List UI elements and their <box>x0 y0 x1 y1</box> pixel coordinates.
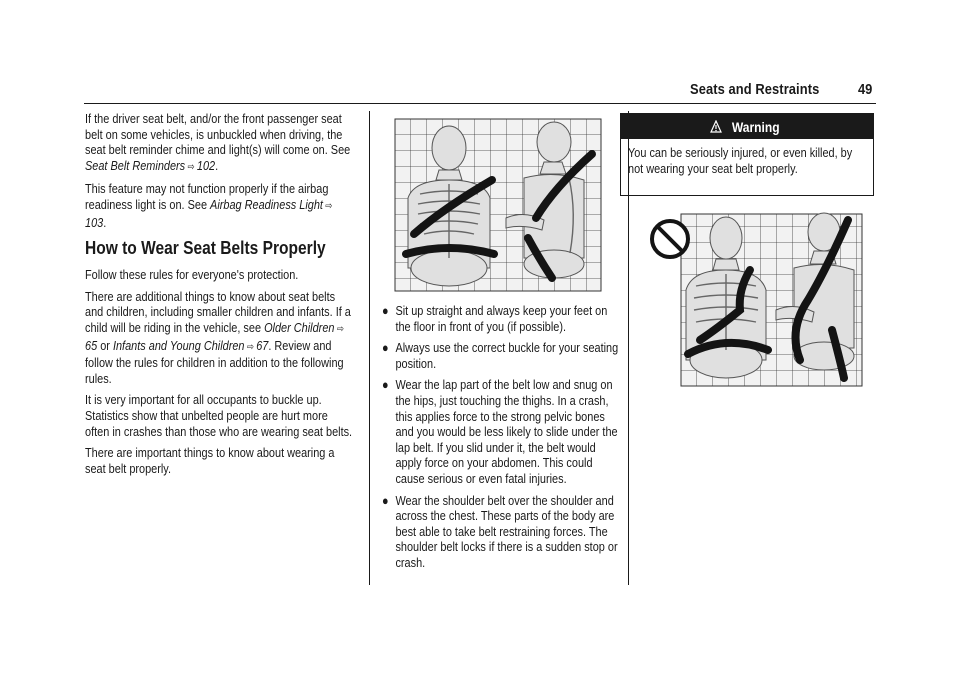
section-heading: How to Wear Seat Belts Properly <box>85 237 326 259</box>
link-older-children[interactable]: Older Children <box>264 319 335 335</box>
list-item: ● Wear the shoulder belt over the shoulder and across the chest. These parts of the body are best able to take belt restraining forces. The shoulder belt locks if there is a sudden stop or crash. <box>382 492 618 570</box>
link-airbag-readiness-light[interactable]: Airbag Readiness Light <box>210 196 323 212</box>
paragraph-important: There are important things to know about wearing a seat belt properly. <box>85 445 335 476</box>
list-item: ● Always use the correct buckle for your seating position. <box>382 340 619 371</box>
paragraph-airbag: This feature may not function properly if the airbag readiness light is on. See Airbag Readiness Light ⇨ 103. <box>85 181 333 230</box>
header-rule <box>84 103 876 104</box>
section-title: Seats and Restraints <box>690 81 820 98</box>
list-item: ● Wear the lap part of the belt low and snug on the hips, just touching the thighs. In a crash, this applies force to the strong pelvic bones and you would be less likely to slide under the lap belt. If you slid under it, the belt would apply force on your abdomen. This could cause serious or even fatal injuries. <box>382 377 618 486</box>
warning-triangle-icon <box>710 120 722 134</box>
column-1 <box>85 111 352 482</box>
paragraph-follow-rules: Follow these rules for everyone's protection. <box>85 267 299 283</box>
incorrect-seat-belt-illustration <box>648 210 863 387</box>
paragraph-reminder: If the driver seat belt, and/or the front passenger seat belt on some vehicles, is unbuckled when driving, the seat belt reminder chime and light(s) will come on. See Seat Belt Reminders ⇨ 102. <box>85 111 351 173</box>
no-symbol-icon <box>652 221 688 257</box>
link-seat-belt-reminders[interactable]: Seat Belt Reminders <box>85 157 186 173</box>
page-number: 49 <box>858 81 873 98</box>
warning-box <box>620 113 874 196</box>
column-divider-left <box>369 111 370 585</box>
warning-text: You can be seriously injured, or even killed, by not wearing your seat belt properly. <box>628 145 853 176</box>
column-2 <box>382 303 622 577</box>
correct-seat-belt-illustration <box>394 118 602 292</box>
page-ref-103[interactable]: 103 <box>85 214 104 230</box>
rules-list <box>382 303 622 571</box>
paragraph-children: There are additional things to know about seat belts and children, including smaller children and infants. If a child will be riding in the vehicle, see Older Children ⇨ 65 or Infants and Young Children ⇨ 67. Review and follow the rules for children in addition to the following rules. <box>85 288 351 386</box>
page-ref-67[interactable]: 67 <box>256 337 269 353</box>
page-ref-65[interactable]: 65 <box>85 337 98 353</box>
paragraph-statistics: It is very important for all occupants to buckle up. Statistics show that unbelted people are hurt more often in crashes than those who are wearing seat belts. <box>85 392 353 439</box>
list-item: ● Sit up straight and always keep your feet on the floor in front of you (if possible). <box>382 303 608 334</box>
warning-header <box>621 114 873 139</box>
warning-title: Warning <box>732 118 780 135</box>
link-infants-young-children[interactable]: Infants and Young Children <box>112 337 245 353</box>
page-ref-102[interactable]: 102 <box>196 157 216 173</box>
